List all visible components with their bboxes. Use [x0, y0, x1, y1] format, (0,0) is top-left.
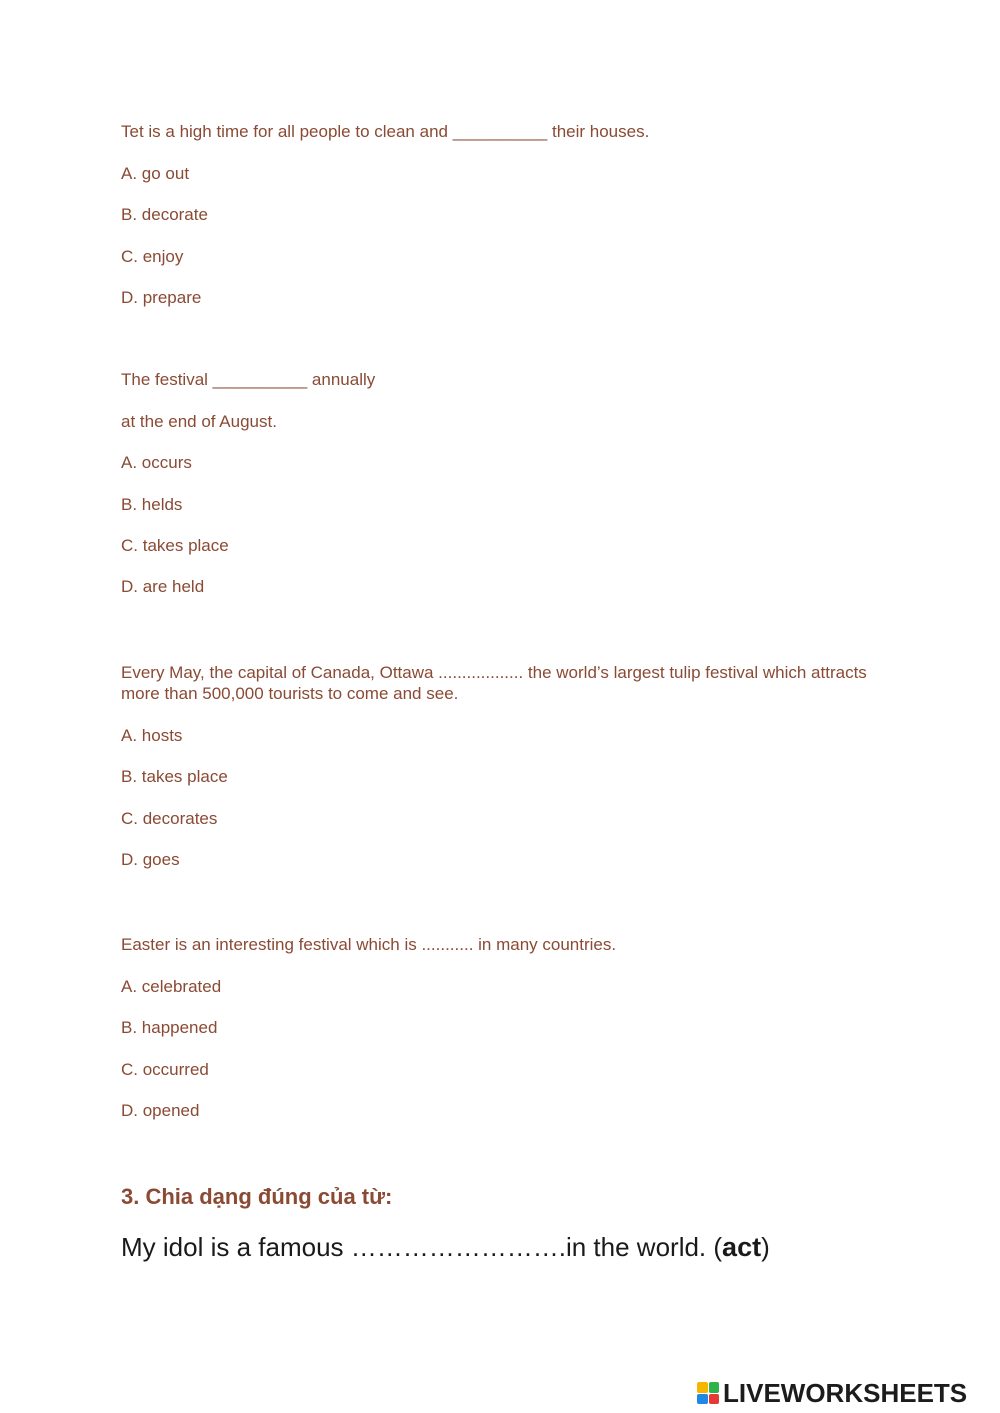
- question-4-option-a: A. celebrated: [121, 977, 222, 996]
- logo-square-4: [709, 1394, 720, 1405]
- question-1-option-d: D. prepare: [121, 288, 202, 307]
- question-1-option-c: C. enjoy: [121, 247, 184, 266]
- question-2-option-d: D. are held: [121, 577, 205, 596]
- question-3-option-d: D. goes: [121, 850, 180, 869]
- word-form-sentence: [121, 1232, 770, 1263]
- question-4-option-b: B. happened: [121, 1018, 218, 1037]
- logo-square-3: [697, 1394, 708, 1405]
- question-2-option-b: B. helds: [121, 495, 183, 514]
- word-form-hint: act: [722, 1232, 762, 1262]
- question-3-option-b: B. takes place: [121, 767, 228, 786]
- logo-square-1: [697, 1382, 708, 1393]
- question-3-option-c: C. decorates: [121, 809, 218, 828]
- question-1-option-b: B. decorate: [121, 205, 208, 224]
- question-4-option-c: C. occurred: [121, 1060, 209, 1079]
- question-4-option-d: D. opened: [121, 1101, 200, 1120]
- question-2-option-a: A. occurs: [121, 453, 192, 472]
- question-3-option-a: A. hosts: [121, 726, 183, 745]
- liveworksheets-logo: [697, 1378, 967, 1408]
- liveworksheets-logo-text: LIVEWORKSHEETS: [723, 1377, 968, 1408]
- question-1-option-a: A. go out: [121, 164, 190, 183]
- question-2-stem-line-2: at the end of August.: [121, 412, 277, 431]
- word-form-sentence-text: My idol is a famous …………………….in the world. (: [121, 1232, 723, 1262]
- question-2-option-c: C. takes place: [121, 536, 229, 555]
- liveworksheets-logo-icon: [697, 1382, 719, 1404]
- question-1-stem: Tet is a high time for all people to clean and __________ their houses.: [121, 122, 650, 141]
- question-4-stem: Easter is an interesting festival which is ........... in many countries.: [121, 935, 617, 954]
- section-3-heading: 3. Chia dạng đúng của từ:: [121, 1184, 393, 1209]
- question-3-stem: Every May, the capital of Canada, Ottawa .................. the world’s largest tulip festival which attracts more than 500,000 tourists to come and see.: [121, 663, 867, 703]
- word-form-sentence-end: ): [761, 1232, 770, 1262]
- logo-square-2: [709, 1382, 720, 1393]
- question-2-stem-line-1: The festival __________ annually: [121, 370, 376, 389]
